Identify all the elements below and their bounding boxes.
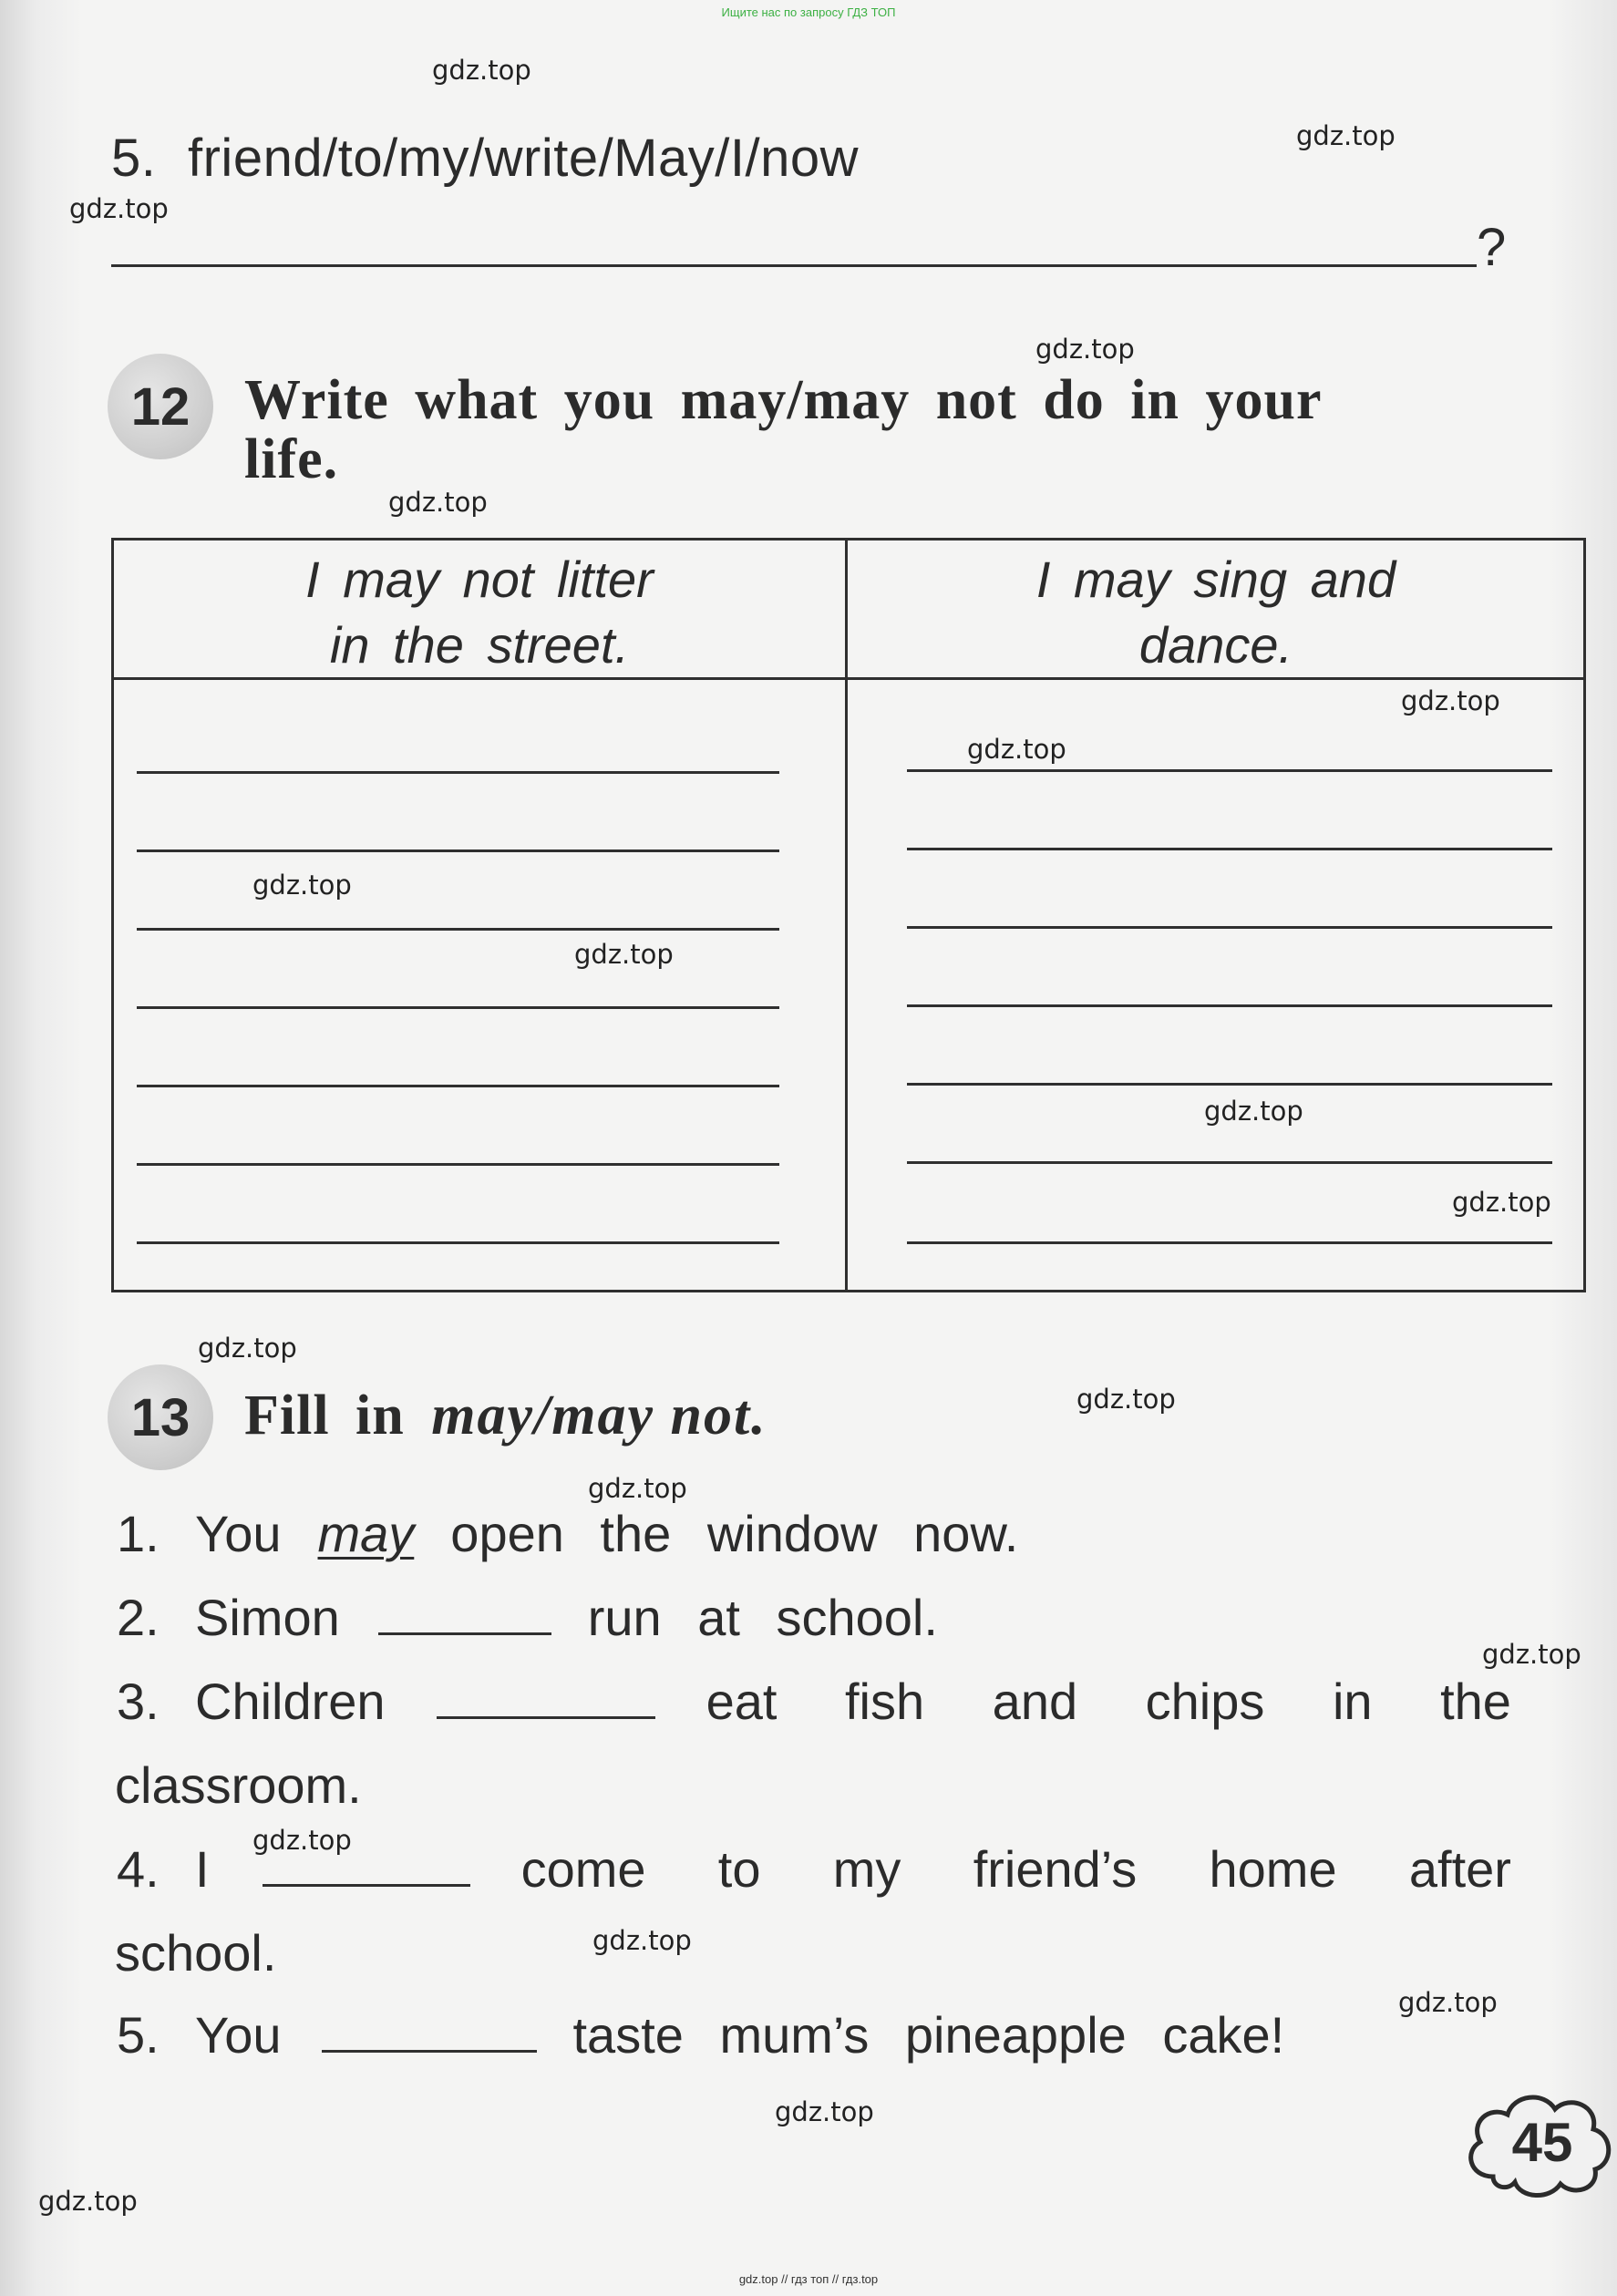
ex13-item-5: [117, 2005, 1520, 2064]
left-header-line-2: in the street.: [329, 616, 630, 674]
word: chips: [1145, 1673, 1265, 1730]
ex13-item-2: [117, 1588, 1520, 1647]
item-text-before: You: [195, 2006, 282, 2064]
item-text-before: Children: [195, 1673, 386, 1730]
watermark: gdz.top: [588, 1473, 687, 1504]
writing-line-left[interactable]: [137, 1163, 779, 1166]
watermark: gdz.top: [432, 55, 531, 86]
writing-line-right[interactable]: [907, 1161, 1552, 1164]
answer-line[interactable]: [111, 264, 1477, 267]
exercise-number-badge: 12: [108, 354, 213, 459]
right-header-line-2: dance.: [1138, 616, 1293, 674]
item-text-before: I: [195, 1840, 210, 1898]
item-text-before: Simon: [195, 1589, 340, 1646]
watermark: gdz.top: [775, 2096, 874, 2127]
word: come: [520, 1840, 646, 1898]
watermark: gdz.top: [38, 2186, 138, 2217]
watermark: gdz.top: [69, 193, 169, 224]
writing-line-left[interactable]: [137, 1085, 779, 1087]
instruction-italic: may/may not.: [431, 1385, 767, 1447]
writing-line-left[interactable]: [137, 849, 779, 852]
word: to: [717, 1840, 761, 1898]
watermark: gdz.top: [1296, 120, 1396, 151]
item-text-after: open the window now.: [450, 1505, 1019, 1562]
top-banner: Ищите нас по запросу ГДЗ ТОП: [721, 5, 896, 19]
watermark: gdz.top: [252, 870, 352, 901]
watermark: gdz.top: [1398, 1987, 1498, 2018]
instruction-plain: Fill in: [244, 1385, 405, 1447]
item-number: 5.: [111, 129, 157, 188]
watermark: gdz.top: [592, 1925, 692, 1956]
writing-line-left[interactable]: [137, 1006, 779, 1009]
watermark: gdz.top: [574, 939, 674, 970]
item-text-after: run at school.: [587, 1589, 938, 1646]
writing-line-left[interactable]: [137, 1241, 779, 1244]
item-number: 5.: [117, 2006, 160, 2064]
blank-gap[interactable]: [437, 1680, 655, 1719]
watermark: gdz.top: [1482, 1639, 1581, 1670]
ex13-item-1: [117, 1504, 1520, 1563]
item-text-after: taste mum’s pineapple cake!: [572, 2006, 1285, 2064]
left-header-line-1: I may not litter: [305, 551, 654, 608]
writing-line-right[interactable]: [907, 1083, 1552, 1086]
writing-line-right[interactable]: [907, 1004, 1552, 1007]
watermark: gdz.top: [1076, 1384, 1176, 1415]
item-text-after: [706, 1672, 1511, 1731]
writing-line-right[interactable]: [907, 848, 1552, 850]
ex11-item-5: [111, 128, 859, 189]
writing-line-right[interactable]: [907, 1241, 1552, 1244]
word: fish: [844, 1673, 925, 1730]
word: in: [1332, 1673, 1373, 1730]
watermark: gdz.top: [252, 1825, 352, 1856]
watermark: gdz.top: [388, 487, 488, 518]
watermark: gdz.top: [1452, 1187, 1551, 1218]
page-number: 45: [1511, 2112, 1573, 2173]
item-text-before: You: [195, 1505, 282, 1562]
writing-line-left[interactable]: [137, 771, 779, 774]
footer-text: gdz.top // гдз топ // гдз.top: [738, 2272, 879, 2286]
page-number-cloud: [1457, 2075, 1617, 2213]
watermark: gdz.top: [1401, 685, 1500, 716]
ex12-instruction: [244, 368, 1520, 492]
word: home: [1209, 1840, 1337, 1898]
item-number: 3.: [117, 1673, 160, 1730]
right-header-line-1: I may sing and: [1035, 551, 1396, 608]
filled-answer: may: [317, 1505, 415, 1562]
ex13-instruction: [244, 1384, 767, 1448]
watermark: gdz.top: [967, 734, 1066, 765]
word: my: [832, 1840, 901, 1898]
writing-line-right[interactable]: [907, 926, 1552, 929]
word: after: [1408, 1840, 1511, 1898]
instruction-line-1: Write what you may/may not do in your: [244, 369, 1323, 431]
watermark: gdz.top: [198, 1333, 297, 1364]
watermark: gdz.top: [1035, 334, 1135, 365]
item-number: 2.: [117, 1589, 160, 1646]
item-number: 1.: [117, 1505, 160, 1562]
left-column-header: [114, 547, 845, 678]
word: friend’s: [973, 1840, 1138, 1898]
item-text-after: [521, 1839, 1511, 1899]
item-number: 4.: [117, 1840, 160, 1898]
word: the: [1440, 1673, 1511, 1730]
ex13-item-3-continued: classroom.: [115, 1756, 362, 1814]
instruction-line-2: life.: [244, 428, 339, 490]
writing-line-left[interactable]: [137, 928, 779, 931]
ex13-item-3: [117, 1672, 1511, 1731]
blank-gap[interactable]: [322, 2013, 537, 2053]
scrambled-words: friend/to/my/write/May/I/now: [188, 129, 859, 188]
watermark: gdz.top: [1204, 1096, 1303, 1127]
exercise-number-badge: 13: [108, 1364, 213, 1470]
blank-gap[interactable]: [263, 1848, 470, 1887]
writing-line-right[interactable]: [907, 769, 1552, 772]
word: and: [992, 1673, 1078, 1730]
question-mark: ?: [1477, 218, 1507, 277]
word: eat: [706, 1673, 778, 1730]
ex13-item-4-continued: school.: [115, 1924, 277, 1982]
blank-gap[interactable]: [378, 1596, 551, 1635]
ex13-item-4: [117, 1839, 1511, 1899]
right-column-header: [848, 547, 1584, 678]
